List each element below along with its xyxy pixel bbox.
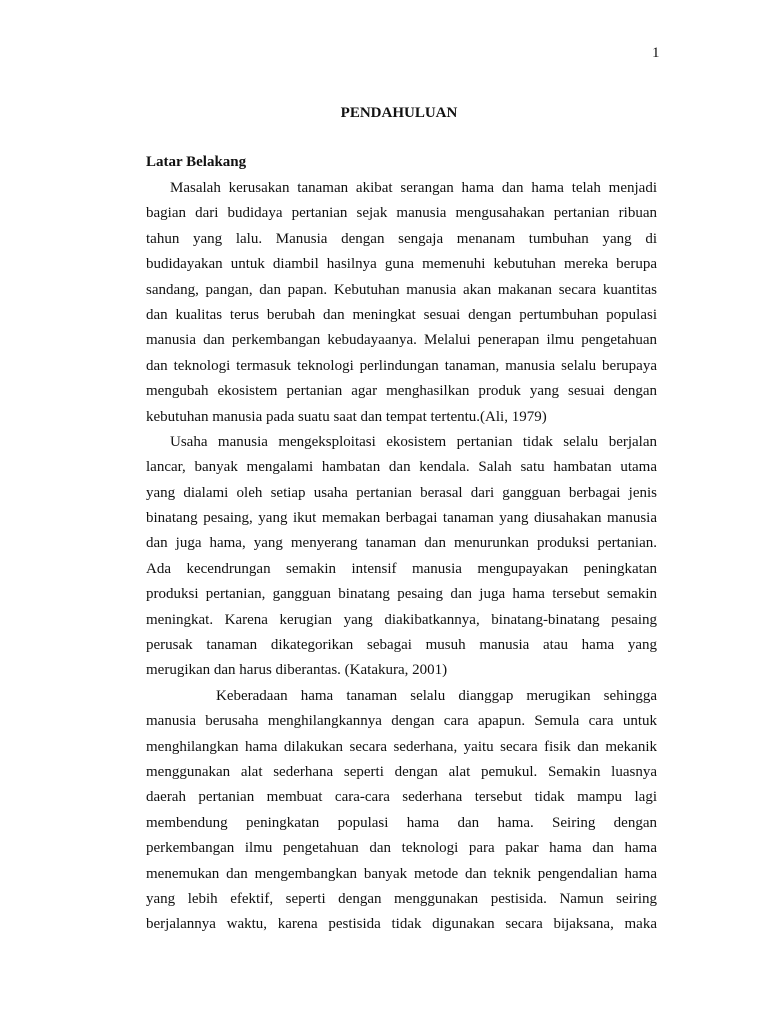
text-line: yang lebih efektif, seperti dengan menggunakan pestisida. Namun seiring — [146, 890, 657, 907]
text-line: menghilangkan hama dilakukan secara sederhana, yaitu secara fisik dan mekanik — [146, 738, 657, 755]
text-line: Usaha manusia mengeksploitasi ekosistem pertanian tidak selalu berjalan — [170, 433, 657, 450]
text-line: budidayakan untuk diambil hasilnya guna memenuhi kebutuhan mereka berupa — [146, 256, 657, 273]
text-line: berjalannya waktu, karena pestisida tidak digunakan secara bijaksana, maka — [146, 916, 657, 933]
text-line: membendung peningkatan populasi hama dan hama. Seiring dengan — [146, 814, 657, 831]
page-title: PENDAHULUAN — [340, 105, 458, 121]
text-line: produksi pertanian, gangguan binatang pesaing dan juga hama tersebut semakin — [146, 586, 657, 603]
text-line: lancar, banyak mengalami hambatan dan kendala. Salah satu hambatan utama — [146, 459, 657, 476]
text-line: meningkat. Karena kerugian yang diakibatkannya, binatang-binatang pesaing — [146, 611, 657, 628]
page-number: 1 — [652, 45, 660, 61]
text-line: menggunakan alat sederhana seperti dengan alat pemukul. Semakin luasnya — [146, 763, 657, 780]
text-line: dan juga hama, yang menyerang tanaman dan menurunkan produksi pertanian. — [146, 535, 657, 552]
text-line: mengubah ekosistem pertanian agar menghasilkan produk yang sesuai dengan — [146, 383, 657, 400]
text-line: daerah pertanian membuat cara-cara sederhana tersebut tidak mampu lagi — [146, 789, 657, 806]
body-text — [146, 176, 657, 938]
text-line: perkembangan ilmu pengetahuan dan teknologi para pakar hama dan hama — [146, 840, 657, 857]
text-line: binatang pesaing, yang ikut memakan berbagai tanaman yang diusahakan manusia — [146, 510, 657, 527]
text-line: Ada kecendrungan semakin intensif manusia mengupayakan peningkatan — [146, 560, 657, 577]
text-line: yang dialami oleh setiap usaha pertanian berasal dari gangguan berbagai jenis — [146, 484, 657, 501]
text-line: merugikan dan harus diberantas. (Katakura, 2001) — [146, 662, 448, 679]
section-heading: Latar Belakang — [146, 154, 247, 170]
text-line: manusia berusaha menghilangkannya dengan cara apapun. Semula cara untuk — [146, 713, 657, 730]
text-line: menemukan dan mengembangkan banyak metode dan teknik pengendalian hama — [146, 865, 657, 882]
text-line: bagian dari budidaya pertanian sejak manusia mengusahakan pertanian ribuan — [146, 205, 657, 222]
text-line: sandang, pangan, dan papan. Kebutuhan manusia akan makanan secara kuantitas — [146, 281, 657, 298]
text-line: dan teknologi termasuk teknologi perlindungan tanaman, manusia selalu berupaya — [146, 357, 657, 374]
text-line: kebutuhan manusia pada suatu saat dan tempat tertentu.(Ali, 1979) — [146, 408, 547, 425]
text-line: Keberadaan hama tanaman selalu dianggap merugikan sehingga — [216, 687, 657, 704]
text-line: manusia dan perkembangan kebudayaanya. Melalui penerapan ilmu pengetahuan — [146, 332, 657, 349]
text-line: dan kualitas terus berubah dan meningkat sesuai dengan pertumbuhan populasi — [146, 306, 657, 323]
text-line: tahun yang lalu. Manusia dengan sengaja menanam tumbuhan yang di — [146, 230, 657, 247]
text-line: perusak tanaman dikategorikan sebagai musuh manusia atau hama yang — [146, 637, 657, 654]
text-line: Masalah kerusakan tanaman akibat serangan hama dan hama telah menjadi — [170, 180, 657, 196]
